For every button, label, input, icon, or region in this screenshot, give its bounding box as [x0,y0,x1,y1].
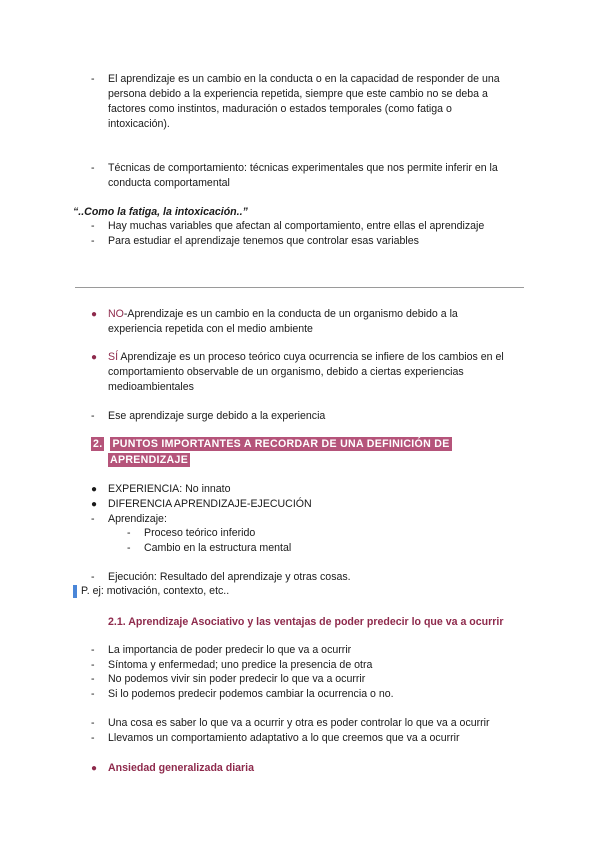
list-dash: - [91,220,95,232]
bullet-icon: ● [91,309,98,320]
list-dash: - [127,527,131,539]
text-line: comportamiento observable de un organismo, debido a ciertas experiencias [108,366,464,378]
text-line: experiencia repetida con el medio ambiente [108,323,313,335]
list-dash: - [127,542,131,554]
text-line: medioambientales [108,381,194,393]
list-item [108,72,500,132]
list-item: Hay muchas variables que afectan al comportamiento, entre ellas el aprendizaje [108,220,485,232]
section-heading [91,437,452,468]
list-item: EXPERIENCIA: No innato [108,483,231,495]
list-item: Ejecución: Resultado del aprendizaje y otras cosas. [108,571,351,583]
text-line: El aprendizaje es un cambio en la conducta o en la capacidad de responder de una [108,73,500,85]
list-dash: - [91,410,95,422]
list-dash: - [91,235,95,247]
text-line: conducta comportamental [108,177,230,189]
bullet-icon: ● [91,352,98,363]
text-line: intoxicación). [108,118,170,130]
text-line: -Aprendizaje es un cambio en la conducta de un organismo debido a la [123,308,458,320]
horizontal-divider [75,287,524,288]
list-item [108,161,498,191]
list-item: Síntoma y enfermedad; uno predice la presencia de otra [108,659,373,671]
text-line: Técnicas de comportamiento: técnicas experimentales que nos permite inferir en la [108,162,498,174]
list-item: Aprendizaje: [108,513,167,525]
list-item: Ese aprendizaje surge debido a la experiencia [108,410,326,422]
no-label: NO [108,308,124,320]
list-dash: - [91,644,95,656]
list-item: DIFERENCIA APRENDIZAJE-EJECUCIÓN [108,498,312,510]
list-item: Para estudiar el aprendizaje tenemos que controlar esas variables [108,235,419,247]
sub-list-item: Cambio en la estructura mental [144,542,292,554]
quote-heading: “..Como la fatiga, la intoxicación..” [73,206,248,218]
section-title-line: PUNTOS IMPORTANTES A RECORDAR DE UNA DEFINICIÓN DE [112,438,450,450]
section-title-line: APRENDIZAJE [110,454,189,466]
si-label: SÍ [108,351,119,363]
subsection-heading: 2.1. Aprendizaje Asociativo y las ventajas de poder predecir lo que va a ocurrir [108,616,504,628]
list-item: Si lo podemos predecir podemos cambiar la ocurrencia o no. [108,688,394,700]
definition-si [108,350,504,395]
list-dash: - [91,688,95,700]
list-dash: - [91,513,95,525]
bullet-icon: ● [91,499,98,510]
list-item: La importancia de poder predecir lo que va a ocurrir [108,644,352,656]
list-item: No podemos vivir sin poder predecir lo que va a ocurrir [108,673,366,685]
list-dash: - [91,659,95,671]
list-dash: - [91,732,95,744]
text-line: Aprendizaje es un proceso teórico cuya ocurrencia se infiere de los cambios en el [118,351,504,363]
text-line: factores como instintos, maduración o estados temporales (como fatiga o [108,103,452,115]
list-item: Llevamos un comportamiento adaptativo a lo que creemos que va a ocurrir [108,732,460,744]
list-dash: - [91,717,95,729]
list-dash: - [91,571,95,583]
section-number: 2. [93,438,103,450]
sub-list-item: Proceso teórico inferido [144,527,256,539]
comment-marker[interactable] [73,585,77,598]
bullet-icon: ● [91,484,98,495]
definition-no [108,307,458,337]
example-line: P. ej: motivación, contexto, etc.. [81,585,230,597]
list-dash: - [91,162,95,174]
text-line: persona debido a la experiencia repetida, siempre que este cambio no se deba a [108,88,488,100]
list-dash: - [91,673,95,685]
bullet-heading: Ansiedad generalizada diaria [108,762,255,774]
list-dash: - [91,73,95,85]
bullet-icon: ● [91,763,98,774]
list-item: Una cosa es saber lo que va a ocurrir y otra es poder controlar lo que va a ocurrir [108,717,490,729]
